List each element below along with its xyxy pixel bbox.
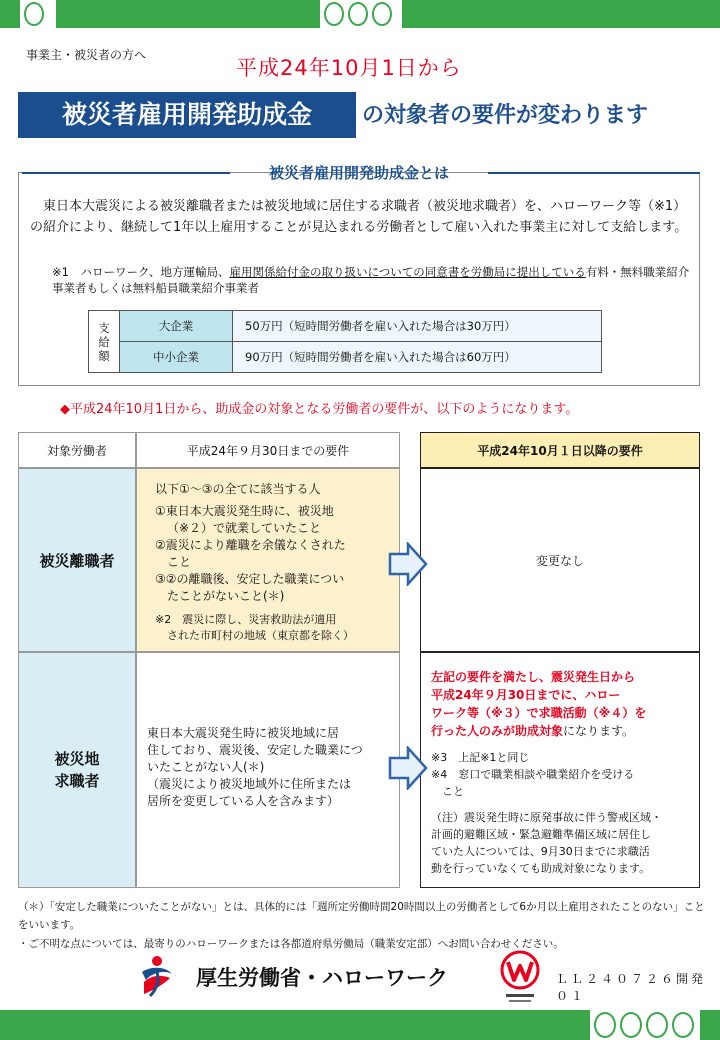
caution-line: （注）震災発生時に原発事故に伴う警戒区域・: [431, 811, 662, 824]
text-line: ワーク等（※３）で求職活動（※４）を: [431, 706, 647, 720]
note-4: ※4 窓口で職業相談や職業紹介を受ける: [431, 768, 635, 781]
list-item: ①東日本大震災発生時に、被災地: [155, 504, 334, 518]
about-heading: 被災者雇用開発助成金とは: [268, 164, 449, 182]
row2-label-line: 被災地: [54, 750, 100, 768]
org-name: 厚生労働省・ハローワーク: [196, 966, 448, 990]
header-target: 対象労働者: [18, 432, 136, 468]
text-line: [431, 723, 634, 740]
divider: [22, 172, 230, 174]
row1-before-cell: [136, 468, 400, 652]
text-red: 行った人のみが助成対象: [431, 724, 564, 738]
mhlw-logo-icon: [136, 954, 176, 998]
change-notice: ◆平成24年10月1日から、助成金の対象となる労働者の要件が、以下のようになります。: [60, 402, 579, 417]
bottom-decorative-bar: [0, 1010, 720, 1040]
row2-before-cell: [136, 652, 400, 888]
note-1-suffix: 有料・無料職業紹介事業者もしくは無料船員職業紹介事業者: [52, 265, 690, 295]
text-normal: になります。: [563, 724, 635, 738]
note-3: ※3 上記※1と同じ: [431, 751, 530, 764]
top-decorative-bar: [0, 0, 720, 28]
note-2: ※2 震災に際し、災害救助法が適用: [155, 613, 337, 626]
text-line: （震災により被災地域外に住所または: [147, 777, 352, 791]
title-highlight: 被災者雇用開発助成金: [18, 92, 356, 138]
row1-intro: 以下①～③の全てに該当する人: [155, 482, 321, 496]
amount-table: [88, 310, 602, 373]
title-rest: の対象者の要件が変わります: [362, 103, 649, 128]
list-item: たことがないこと(＊): [167, 589, 285, 603]
note-4: こと: [431, 785, 464, 798]
arrow-right-icon: [388, 746, 428, 790]
note-1: [52, 264, 692, 296]
list-item: ③②の離職後、安定した職業につい: [155, 572, 345, 586]
text-line: いたことがない人(＊): [147, 760, 265, 774]
row1-label: 被災離職者: [18, 468, 136, 652]
amount-cell: 90万円（短時間労働者を雇い入れた場合は60万円）: [233, 342, 602, 373]
effective-date-heading: 平成24年10月1日から: [236, 56, 462, 80]
list-item: （※２）で就業していたこと: [167, 521, 322, 535]
audience-label: 事業主・被災者の方へ: [26, 48, 147, 62]
caution-line: ていた人については、9月30日までに求職活: [431, 845, 650, 858]
amount-label-text: 支給額: [98, 320, 110, 363]
about-body: 東日本大震災による被災離職者または被災地域に居住する求職者（被災地求職者）を、ハローワーク等（※1）の紹介により、継続して1年以上雇用することが見込まれる労働者として雇い入れた事業主に対して支給します。: [30, 199, 688, 235]
amount-cell: 50万円（短時間労働者を雇い入れた場合は30万円）: [233, 311, 602, 342]
text-line: 東日本大震災発生時に被災地域に居: [147, 726, 340, 740]
divider: [488, 172, 700, 174]
header-after: 平成24年10月１日以降の要件: [420, 432, 700, 468]
category-cell: 中小企業: [120, 342, 233, 373]
row1-after-cell: 変更なし: [420, 468, 700, 652]
note-1-underlined: 雇用関係給付金の取り扱いについての同意書を労働局に提出している: [229, 265, 586, 279]
note-1-prefix: ※1 ハローワーク、地方運輸局、: [52, 265, 230, 279]
row2-after-cell: [420, 652, 700, 888]
text-line: 居所を変更している人を含みます）: [147, 794, 340, 808]
text-line: 左記の要件を満たし、震災発生日から: [431, 670, 636, 684]
footnote-contact: ・ご不明な点については、最寄りのハローワークまたは各都道府県労働局（職業安定部）へお問い合わせください。: [18, 938, 564, 950]
row2-label: [18, 652, 136, 888]
caution-line: 動を行っていなくても助成対象になります。: [431, 862, 651, 875]
caution-line: 計画的避難区域・緊急避難準備区域に居住し: [431, 828, 651, 841]
category-cell: 大企業: [120, 311, 233, 342]
note-2: された市町村の地域（東京都を除く）: [167, 629, 354, 642]
list-item: ②震災により離職を余儀なくされた: [155, 538, 346, 552]
text-line: 住しており、震災後、安定した職業につ: [147, 743, 363, 757]
text-line: 平成24年９月30日までに、ハロー: [431, 688, 621, 702]
header-before: 平成24年９月30日までの要件: [136, 432, 400, 468]
table-row: [89, 342, 602, 373]
w-logo-icon: [498, 950, 542, 1006]
footnote-star: （＊）「安定した職業についたことがない」とは、具体的には「週所定労働時間20時間以上の労働者として6か月以上雇用されたことのない」ことをいいます。: [18, 901, 705, 931]
arrow-right-icon: [388, 542, 428, 586]
row2-label-line: 求職者: [54, 772, 100, 790]
document-code: ＬＬ２４０７２６開発０１: [556, 972, 707, 1003]
table-row: [89, 311, 602, 342]
list-item: こと: [167, 555, 192, 569]
amount-label: [89, 311, 120, 373]
